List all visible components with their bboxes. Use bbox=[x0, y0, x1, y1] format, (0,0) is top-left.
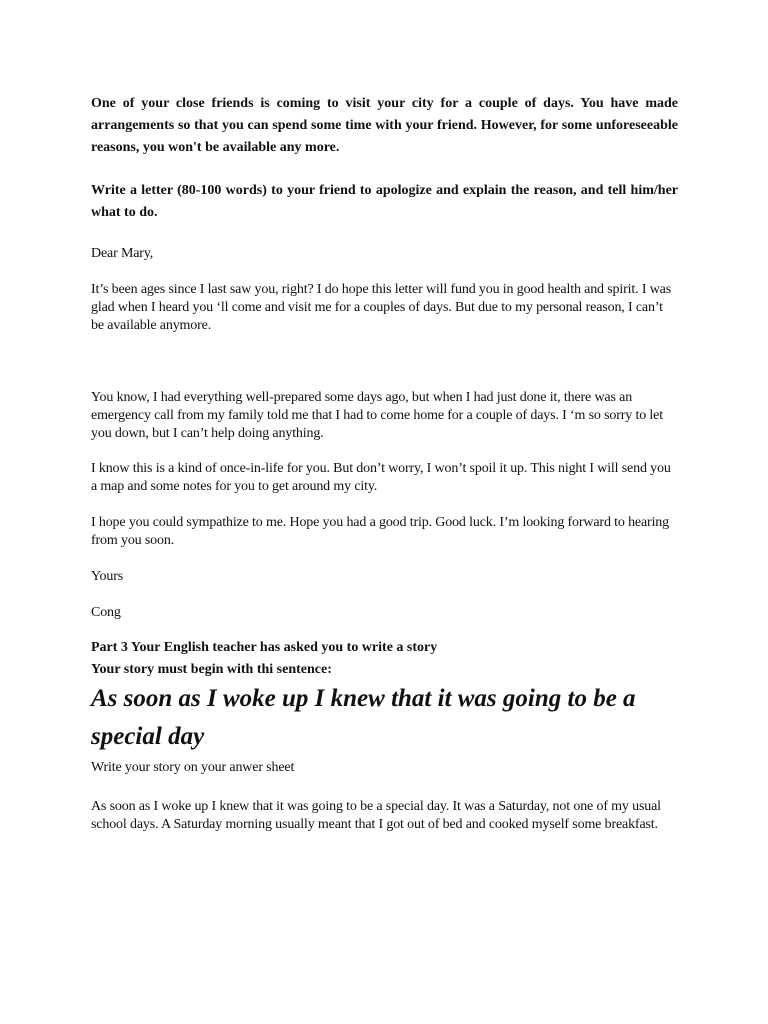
task-instruction: Write a letter (80-100 words) to your friend to apologize and explain the reason, and tell him/her what to do. bbox=[91, 183, 678, 220]
letter-salutation: Dear Mary, bbox=[91, 246, 154, 261]
letter-paragraph-2: You know, I had everything well-prepared some days ago, but when I had just done it, there was an emergency call from my family told me that I had to come home for a couple of days. I ‘m so sorry to let you down, but I can’t help doing anything. bbox=[91, 390, 663, 441]
letter-signature: Cong bbox=[91, 605, 121, 620]
letter-paragraph-3: I know this is a kind of once-in-life for you. But don’t worry, I won’t spoil it up. This night I will send you a map and some notes for you to get around my city. bbox=[91, 461, 671, 494]
part3-heading: Part 3 Your English teacher has asked you to write a story bbox=[91, 640, 438, 655]
story-opening-sentence: As soon as I woke up I knew that it was going to be a special day bbox=[91, 685, 636, 750]
letter-closing: Yours bbox=[91, 569, 124, 584]
task-scenario: One of your close friends is coming to visit your city for a couple of days. You have made arrangements so that you can spend some time with your friend. However, for some unforeseeable reasons, you won't be available any more. bbox=[91, 96, 678, 155]
letter-paragraph-4: I hope you could sympathize to me. Hope you had a good trip. Good luck. I’m looking forward to hearing from you soon. bbox=[91, 515, 670, 548]
letter-paragraph-1: It’s been ages since I last saw you, right? I do hope this letter will fund you in good health and spirit. I was glad when I heard you ‘ll come and visit me for a couples of days. But due to my personal reason, I can’t be available anymore. bbox=[91, 282, 672, 333]
part3-instruction: Write your story on your anwer sheet bbox=[91, 760, 295, 775]
story-paragraph: As soon as I woke up I knew that it was going to be a special day. It was a Saturday, not one of my usual school days. A Saturday morning usually meant that I got out of bed and cooked myself some breakfast. bbox=[91, 799, 661, 832]
part3-requirement: Your story must begin with thi sentence: bbox=[91, 662, 332, 677]
